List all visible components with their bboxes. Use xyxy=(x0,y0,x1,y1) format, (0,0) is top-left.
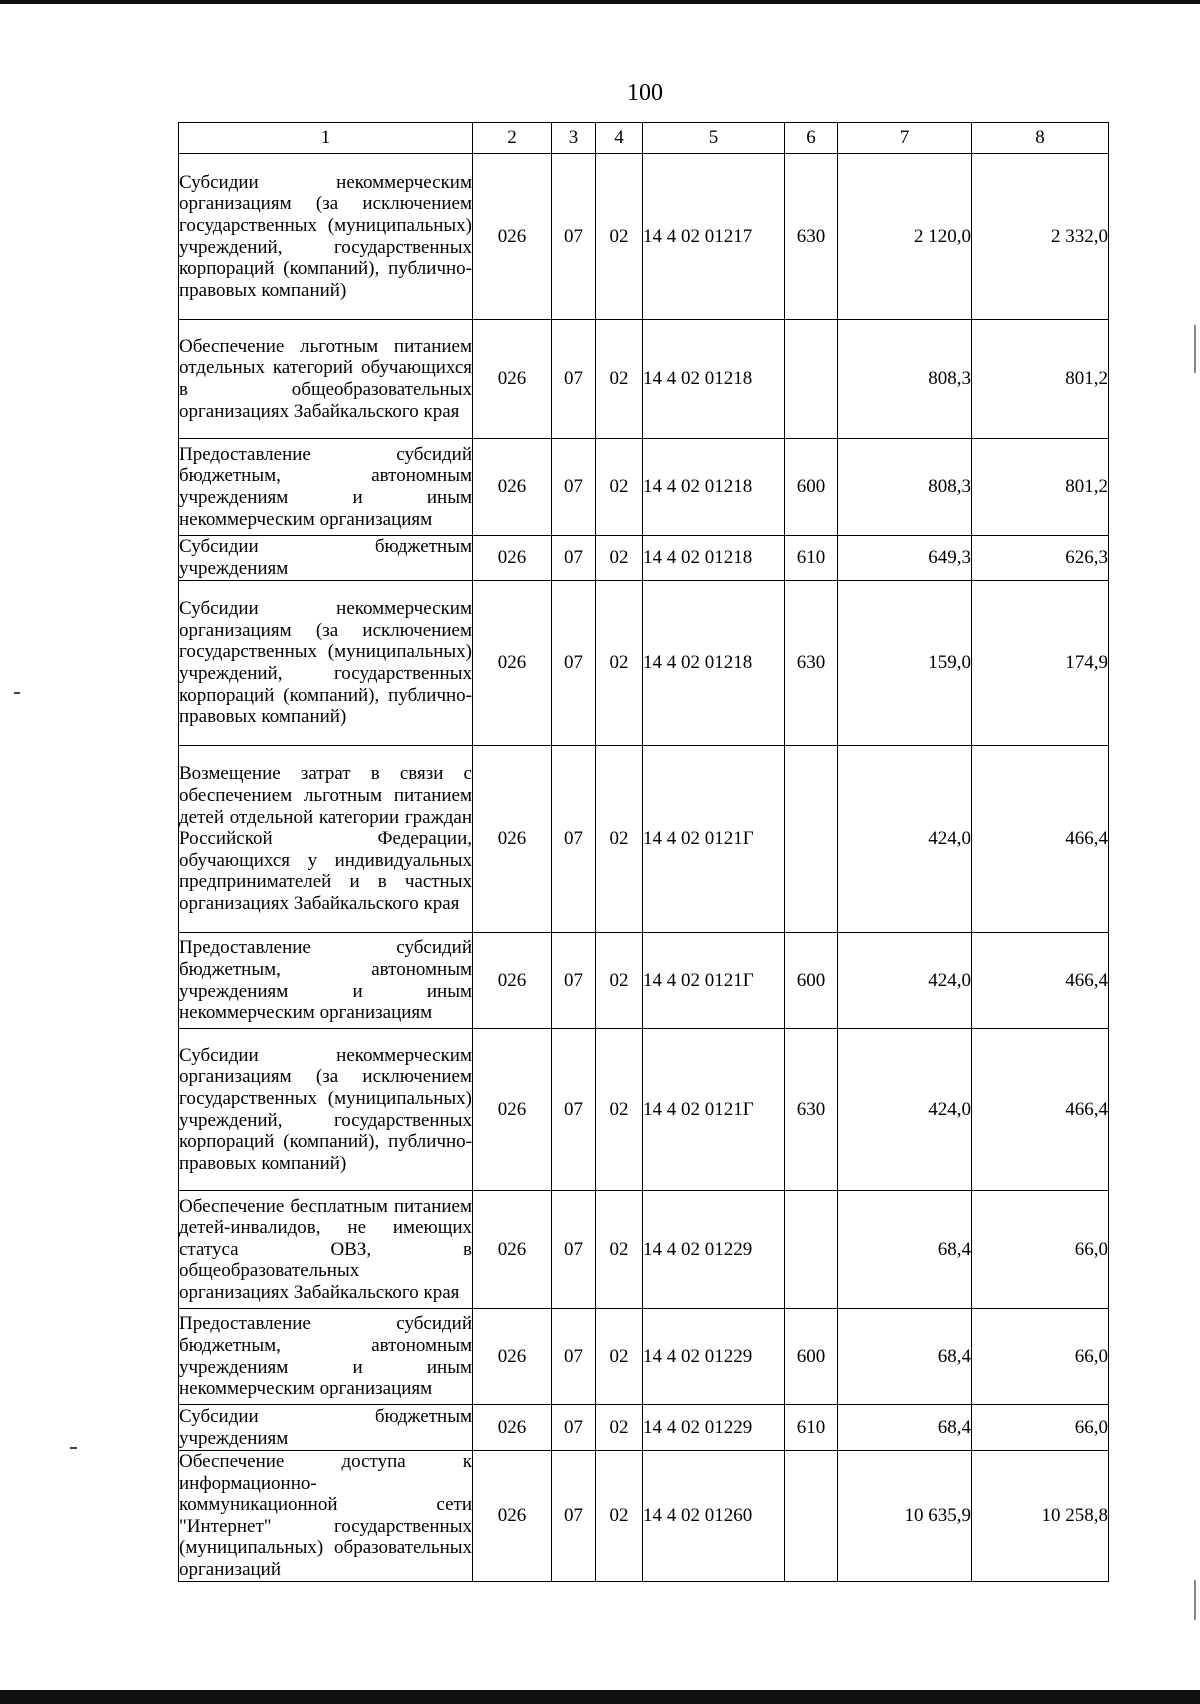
row-code-3: 07 xyxy=(552,1405,596,1451)
row-description: Обеспечение доступа к информационно-коммуникационной сети "Интернет" государственных (муниципальных) образовательных организаций xyxy=(179,1451,472,1580)
row-code-3: 07 xyxy=(552,581,596,746)
column-header: 8 xyxy=(972,123,1109,154)
budget-table xyxy=(178,122,1109,1582)
column-header: 1 xyxy=(179,123,473,154)
column-header: 2 xyxy=(473,123,552,154)
row-amount-8: 10 258,8 xyxy=(972,1451,1109,1582)
scan-mark xyxy=(1194,325,1196,373)
row-amount-8: 801,2 xyxy=(972,439,1109,536)
row-code-6 xyxy=(785,1451,838,1582)
row-code-6: 630 xyxy=(785,1029,838,1191)
row-code-3: 07 xyxy=(552,439,596,536)
table-row xyxy=(179,1029,1109,1191)
table-row xyxy=(179,581,1109,746)
row-code-5: 14 4 02 01229 xyxy=(643,1405,785,1451)
table-row xyxy=(179,1309,1109,1405)
row-code-3: 07 xyxy=(552,1191,596,1309)
row-code-4: 02 xyxy=(596,581,643,746)
table-row xyxy=(179,1191,1109,1309)
row-amount-8: 66,0 xyxy=(972,1191,1109,1309)
row-code-3: 07 xyxy=(552,536,596,581)
row-amount-7: 2 120,0 xyxy=(838,154,972,320)
row-description: Обеспечение бесплатным питанием детей-инвалидов, не имеющих статуса ОВЗ, в общеобразовательных организациях Забайкальского края xyxy=(179,1191,473,1309)
row-code-6 xyxy=(785,746,838,933)
row-amount-7: 808,3 xyxy=(838,320,972,439)
row-code-2: 026 xyxy=(473,746,552,933)
row-code-4: 02 xyxy=(596,439,643,536)
row-code-3: 07 xyxy=(552,933,596,1029)
row-code-2: 026 xyxy=(473,1029,552,1191)
column-header: 3 xyxy=(552,123,596,154)
row-amount-8: 466,4 xyxy=(972,933,1109,1029)
row-code-2: 026 xyxy=(473,581,552,746)
row-code-3: 07 xyxy=(552,154,596,320)
row-code-6: 630 xyxy=(785,581,838,746)
row-code-2: 026 xyxy=(473,154,552,320)
column-header: 5 xyxy=(643,123,785,154)
row-code-2: 026 xyxy=(473,320,552,439)
row-code-6: 600 xyxy=(785,439,838,536)
row-amount-8: 66,0 xyxy=(972,1405,1109,1451)
row-amount-7: 68,4 xyxy=(838,1405,972,1451)
scan-mark xyxy=(14,692,20,694)
page-number: 100 xyxy=(627,80,663,106)
row-code-2: 026 xyxy=(473,1191,552,1309)
row-code-3: 07 xyxy=(552,1029,596,1191)
table-row xyxy=(179,439,1109,536)
row-code-6: 610 xyxy=(785,1405,838,1451)
scan-mark xyxy=(1194,1580,1196,1620)
row-description: Обеспечение льготным питанием отдельных категорий обучающихся в общеобразовательных организациях Забайкальского края xyxy=(179,320,473,439)
row-code-5: 14 4 02 01218 xyxy=(643,320,785,439)
row-description: Предоставление субсидий бюджетным, автономным учреждениям и иным некоммерческим организациям xyxy=(179,1309,473,1405)
table-row xyxy=(179,536,1109,581)
row-code-5: 14 4 02 01260 xyxy=(643,1451,785,1582)
row-amount-8: 626,3 xyxy=(972,536,1109,581)
row-description: Субсидии некоммерческим организациям (за исключением государственных (муниципальных) учреждений, государственных корпораций (компаний), публично-правовых компаний) xyxy=(179,1029,473,1191)
row-code-4: 02 xyxy=(596,1309,643,1405)
scan-top-edge xyxy=(0,0,1200,4)
row-code-4: 02 xyxy=(596,536,643,581)
column-header: 6 xyxy=(785,123,838,154)
row-description: Субсидии бюджетным учреждениям xyxy=(179,1405,472,1449)
table-row xyxy=(179,154,1109,320)
row-code-2: 026 xyxy=(473,439,552,536)
row-amount-7: 649,3 xyxy=(838,536,972,581)
row-code-4: 02 xyxy=(596,1405,643,1451)
row-code-5: 14 4 02 01229 xyxy=(643,1191,785,1309)
row-amount-7: 808,3 xyxy=(838,439,972,536)
row-amount-7: 424,0 xyxy=(838,933,972,1029)
header-row xyxy=(179,123,1109,154)
row-code-3: 07 xyxy=(552,1309,596,1405)
row-code-3: 07 xyxy=(552,1451,596,1582)
scan-bottom-edge xyxy=(0,1690,1200,1704)
row-amount-8: 466,4 xyxy=(972,1029,1109,1191)
column-header: 7 xyxy=(838,123,972,154)
table-row xyxy=(179,1405,1109,1451)
row-code-5: 14 4 02 01218 xyxy=(643,581,785,746)
row-code-3: 07 xyxy=(552,320,596,439)
row-code-6: 610 xyxy=(785,536,838,581)
row-description: Предоставление субсидий бюджетным, автономным учреждениям и иным некоммерческим организациям xyxy=(179,439,473,536)
row-code-6: 630 xyxy=(785,154,838,320)
row-code-6: 600 xyxy=(785,933,838,1029)
row-amount-8: 174,9 xyxy=(972,581,1109,746)
row-code-5: 14 4 02 01218 xyxy=(643,439,785,536)
row-code-2: 026 xyxy=(473,933,552,1029)
row-code-4: 02 xyxy=(596,746,643,933)
row-code-4: 02 xyxy=(596,933,643,1029)
row-code-4: 02 xyxy=(596,1451,643,1582)
row-description: Субсидии некоммерческим организациям (за исключением государственных (муниципальных) учреждений, государственных корпораций (компаний), публично-правовых компаний) xyxy=(179,154,473,320)
row-code-5: 14 4 02 0121Г xyxy=(643,933,785,1029)
row-code-5: 14 4 02 0121Г xyxy=(643,1029,785,1191)
row-amount-7: 68,4 xyxy=(838,1191,972,1309)
row-amount-8: 2 332,0 xyxy=(972,154,1109,320)
row-code-6: 600 xyxy=(785,1309,838,1405)
row-code-4: 02 xyxy=(596,320,643,439)
row-amount-7: 10 635,9 xyxy=(838,1451,972,1582)
row-amount-7: 424,0 xyxy=(838,746,972,933)
row-amount-7: 424,0 xyxy=(838,1029,972,1191)
scan-mark xyxy=(70,1447,77,1449)
table-row xyxy=(179,746,1109,933)
row-code-6 xyxy=(785,320,838,439)
row-code-4: 02 xyxy=(596,154,643,320)
row-code-5: 14 4 02 01229 xyxy=(643,1309,785,1405)
row-description: Субсидии бюджетным учреждениям xyxy=(179,536,472,579)
row-description: Предоставление субсидий бюджетным, автономным учреждениям и иным некоммерческим организациям xyxy=(179,933,473,1029)
row-amount-7: 159,0 xyxy=(838,581,972,746)
row-code-5: 14 4 02 01217 xyxy=(643,154,785,320)
row-code-5: 14 4 02 0121Г xyxy=(643,746,785,933)
table-row xyxy=(179,933,1109,1029)
column-header: 4 xyxy=(596,123,643,154)
table-row xyxy=(179,320,1109,439)
row-code-4: 02 xyxy=(596,1029,643,1191)
row-code-2: 026 xyxy=(473,536,552,581)
row-code-6 xyxy=(785,1191,838,1309)
row-code-5: 14 4 02 01218 xyxy=(643,536,785,581)
row-code-2: 026 xyxy=(473,1451,552,1582)
row-amount-8: 801,2 xyxy=(972,320,1109,439)
row-code-2: 026 xyxy=(473,1405,552,1451)
row-code-2: 026 xyxy=(473,1309,552,1405)
row-amount-8: 66,0 xyxy=(972,1309,1109,1405)
row-amount-8: 466,4 xyxy=(972,746,1109,933)
table-row xyxy=(179,1451,1109,1582)
row-amount-7: 68,4 xyxy=(838,1309,972,1405)
row-code-4: 02 xyxy=(596,1191,643,1309)
row-code-3: 07 xyxy=(552,746,596,933)
row-description: Субсидии некоммерческим организациям (за исключением государственных (муниципальных) учреждений, государственных корпораций (компаний), публично-правовых компаний) xyxy=(179,581,473,746)
row-description: Возмещение затрат в связи с обеспечением льготным питанием детей отдельной категории граждан Российской Федерации, обучающихся у индивидуальных предпринимателей и в частных организациях Забайкальского края xyxy=(179,746,473,933)
